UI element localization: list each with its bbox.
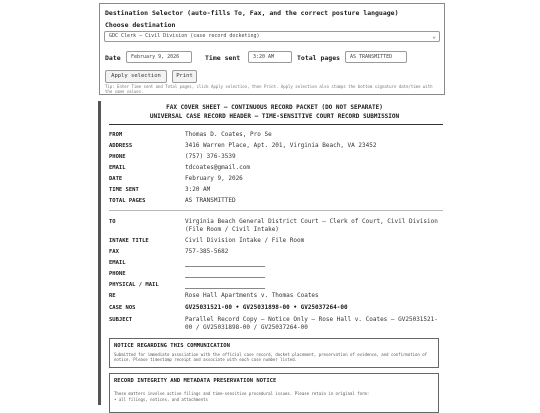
destination-select-value: GDC Clerk — Civil Division (case record docketing)	[109, 33, 260, 39]
notice-text: Submitted for immediate association with the official case record, docket placement, preservation of evidence, and confirmation of notice. Please timestamp receipt and associate with each case number listed.	[114, 352, 428, 362]
choose-destination-label: Choose destination	[105, 21, 176, 29]
intake-title-label: INTAKE TITLE	[109, 238, 149, 244]
recipient-email-label: EMAIL	[109, 260, 126, 266]
total-pages-label-sheet: TOTAL PAGES	[109, 198, 146, 204]
time-sent-value-sheet: 3:20 AM	[185, 186, 211, 193]
from-label: FROM	[109, 132, 123, 138]
case-nos-label: CASE NOS	[109, 305, 136, 311]
case-nos-value: GV25031521-00 • GV25031898-00 • GV25037264-00	[185, 304, 348, 311]
phone-label: PHONE	[109, 154, 126, 160]
recipient-phone-blank	[185, 277, 265, 278]
re-label: RE	[109, 293, 116, 299]
from-value: Thomas D. Coates, Pro Se	[185, 131, 272, 138]
subject-label: SUBJECT	[109, 317, 133, 323]
to-label: TO	[109, 219, 116, 225]
apply-selection-button[interactable]: Apply selection	[105, 70, 167, 83]
total-pages-value-sheet: AS TRANSMITTED	[185, 197, 236, 204]
date-value-sheet: February 9, 2026	[185, 175, 243, 182]
time-sent-input[interactable]: 3:20 AM	[248, 51, 292, 63]
print-button[interactable]: Print	[172, 70, 197, 83]
date-label: Date	[105, 54, 121, 62]
fax-label: FAX	[109, 249, 119, 255]
fax-cover-sheet	[98, 101, 448, 405]
recipient-phone-label: PHONE	[109, 271, 126, 277]
fax-value: 757-385-5682	[185, 248, 229, 255]
date-input[interactable]: February 9, 2026	[126, 51, 192, 63]
physical-mail-label: PHYSICAL / MAIL	[109, 282, 159, 288]
tip-text: Tip: Enter Time sent and Total pages, click Apply selection, then Print. Apply selection also stamps the bottom signature date/time with the same values.	[105, 84, 433, 94]
physical-mail-blank	[185, 288, 265, 289]
integrity-bullet: • all filings, notices, and attachments	[114, 397, 208, 402]
intake-title-value: Civil Division Intake / File Room	[185, 237, 305, 244]
total-pages-label: Total pages	[297, 54, 341, 62]
address-label: ADDRESS	[109, 143, 133, 149]
address-value: 3416 Warren Place, Apt. 201, Virginia Beach, VA 23452	[185, 142, 377, 149]
subject-value: Parallel Record Copy — Notice Only — Rose Hall v. Coates — GV25031521-00 / GV25031898-00 / GV25037264-00	[185, 316, 438, 331]
time-sent-label: Time sent	[205, 54, 241, 62]
selector-title: Destination Selector (auto-fills To, Fax, and the correct posture language)	[105, 9, 399, 17]
chevron-down-icon: ⌄	[432, 33, 436, 40]
notice-box	[109, 338, 439, 368]
email-value: tdcoates@gmail.com	[185, 164, 251, 171]
to-value: Virginia Beach General District Court — Clerk of Court, Civil Division (File Room / Civil Intake)	[185, 218, 438, 233]
email-label: EMAIL	[109, 165, 126, 171]
re-value: Rose Hall Apartments v. Thomas Coates	[185, 292, 319, 299]
time-sent-label-sheet: TIME SENT	[109, 187, 139, 193]
integrity-text: These matters involve active filings and time-sensitive procedural issues. Please retain in original form:	[114, 391, 370, 396]
date-label-sheet: DATE	[109, 176, 123, 182]
header-divider	[109, 124, 443, 125]
recipient-email-blank	[185, 266, 265, 267]
sheet-title-line1: FAX COVER SHEET — CONTINUOUS RECORD PACKET (DO NOT SEPARATE)	[166, 104, 383, 111]
notice-title: NOTICE REGARDING THIS COMMUNICATION	[114, 343, 230, 349]
sheet-title-line2: UNIVERSAL CASE RECORD HEADER — TIME-SENSITIVE COURT RECORD SUBMISSION	[149, 113, 400, 120]
sender-divider	[109, 210, 443, 211]
destination-select[interactable]	[104, 31, 440, 42]
integrity-box	[109, 373, 439, 413]
integrity-title: RECORD INTEGRITY AND METADATA PRESERVATION NOTICE	[114, 378, 277, 384]
destination-selector-panel	[99, 3, 445, 95]
total-pages-input[interactable]: AS TRANSMITTED	[345, 51, 407, 63]
phone-value: (757) 376-3539	[185, 153, 236, 160]
